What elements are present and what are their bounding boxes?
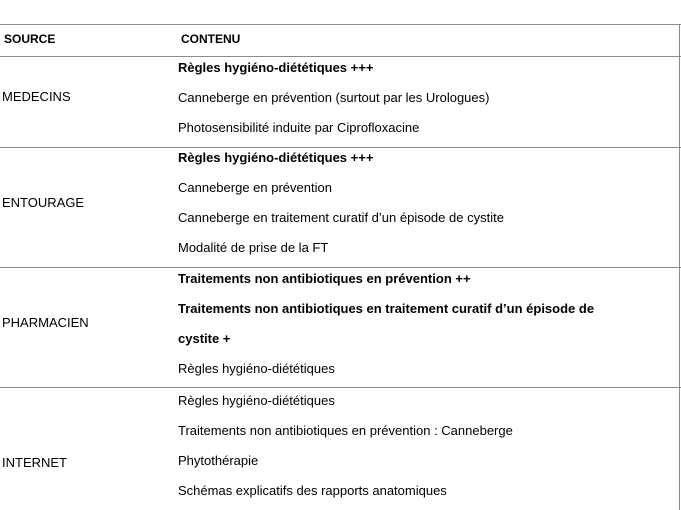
content-item: Canneberge en prévention: [178, 180, 332, 195]
table-top-border: [0, 24, 681, 25]
content-item: Règles hygiéno-diététiques: [178, 393, 335, 408]
content-item: Canneberge en prévention (surtout par les Urologues): [178, 90, 490, 105]
source-medecins: MEDECINS: [2, 89, 71, 104]
content-item: Canneberge en traitement curatif d’un épisode de cystite: [178, 210, 504, 225]
row-divider: [0, 267, 681, 268]
content-item: Traitements non antibiotiques en prévention : Canneberge: [178, 423, 513, 438]
content-item: Règles hygiéno-diététiques +++: [178, 60, 374, 75]
header-source: SOURCE: [4, 32, 56, 46]
source-pharmacien: PHARMACIEN: [2, 315, 89, 330]
content-item: Schémas explicatifs des rapports anatomiques: [178, 483, 447, 498]
table-right-border: [679, 24, 680, 510]
content-item: Photosensibilité induite par Ciprofloxacine: [178, 120, 420, 135]
header-content: CONTENU: [181, 32, 241, 46]
header-bottom-border: [0, 56, 681, 57]
row-divider: [0, 387, 681, 388]
content-item: cystite +: [178, 331, 231, 346]
content-item: Règles hygiéno-diététiques: [178, 361, 335, 376]
content-item: Traitements non antibiotiques en traitement curatif d’un épisode de: [178, 301, 595, 316]
content-item: Traitements non antibiotiques en prévention ++: [178, 271, 471, 286]
row-divider: [0, 147, 681, 148]
source-entourage: ENTOURAGE: [2, 195, 85, 210]
source-internet: INTERNET: [2, 455, 67, 470]
content-item: Règles hygiéno-diététiques +++: [178, 150, 374, 165]
content-item: Modalité de prise de la FT: [178, 240, 329, 255]
content-item: Phytothérapie: [178, 453, 259, 468]
